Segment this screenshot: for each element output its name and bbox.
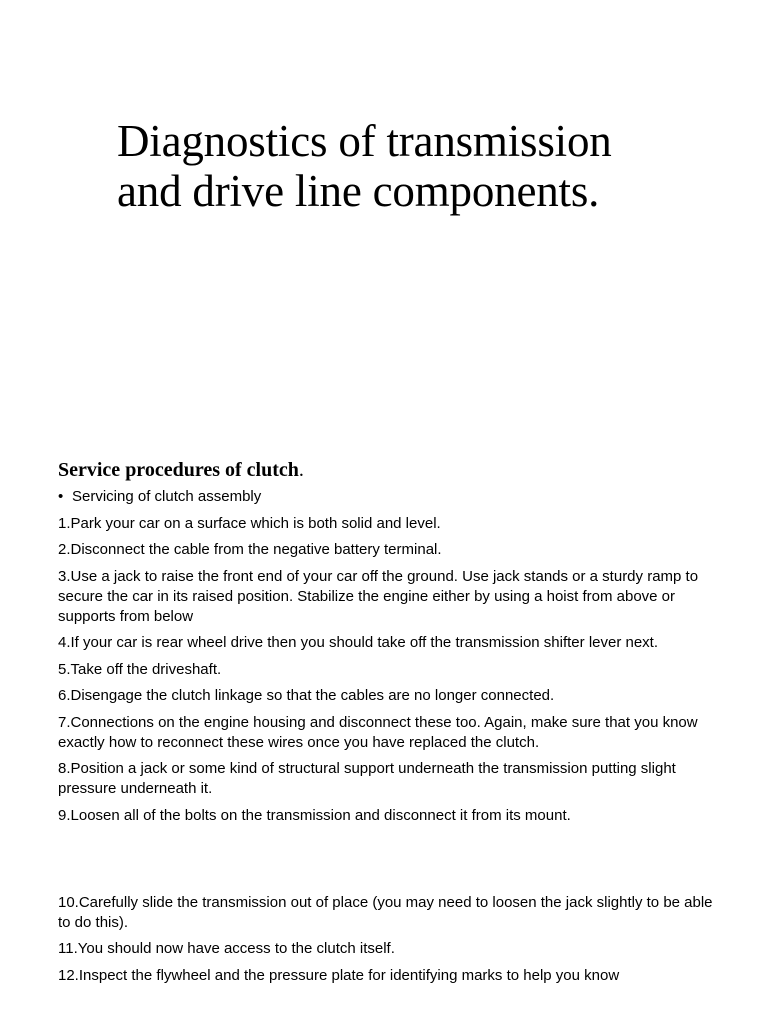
section-heading [58, 456, 718, 484]
bullet-dot: • [58, 488, 64, 505]
section-heading-text: Service procedures of clutch [58, 459, 299, 481]
title-line-1: Diagnostics of transmission [117, 116, 612, 166]
step-4: 4.If your car is rear wheel drive then you should take off the transmission shifter lever next. [58, 634, 659, 651]
step-1: 1.Park your car on a surface which is both solid and level. [58, 514, 441, 532]
step-8: 8.Position a jack or some kind of structural support underneath the transmission putting slight pressure underneath it. [58, 760, 676, 797]
bullet-item [58, 487, 718, 507]
step-3: 3.Use a jack to raise the front end of your car off the ground. Use jack stands or a sturdy ramp to secure the car in its raised position. Stabilize the engine either by using a hoist from above or supports from below [58, 567, 699, 625]
section-heading-period: . [298, 459, 304, 481]
section-content [58, 456, 718, 992]
step-2: 2.Disconnect the cable from the negative battery terminal. [58, 541, 442, 558]
step-12: 12.Inspect the flywheel and the pressure plate for identifying marks to help you know [58, 966, 620, 984]
step-10: 10.Carefully slide the transmission out of place (you may need to loosen the jack slightly to be able to do this). [58, 893, 713, 931]
step-7: 7.Connections on the engine housing and disconnect these too. Again, make sure that you know exactly how to reconnect these wires once you have replaced the clutch. [58, 713, 698, 751]
bullet-text: Servicing of clutch assembly [72, 488, 262, 505]
title-line-2: and drive line components. [117, 166, 600, 216]
step-11: 11.You should now have access to the clutch itself. [58, 940, 395, 957]
step-5: 5.Take off the driveshaft. [58, 660, 222, 678]
step-6: 6.Disengage the clutch linkage so that the cables are no longer connected. [58, 687, 555, 704]
step-9: 9.Loosen all of the bolts on the transmission and disconnect it from its mount. [58, 806, 571, 824]
page-title [117, 116, 737, 216]
procedure-list [58, 487, 718, 986]
